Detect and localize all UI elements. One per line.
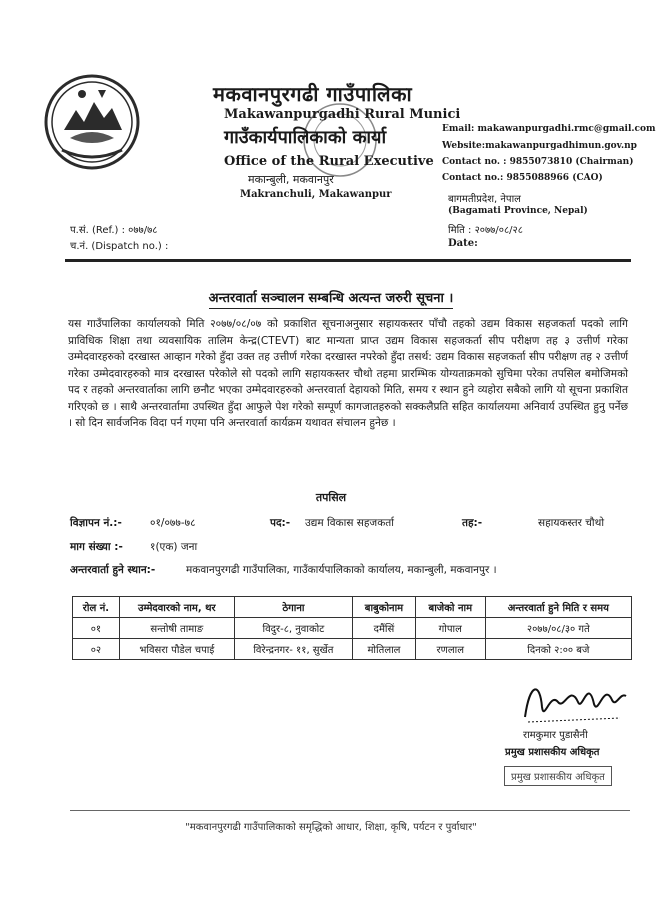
address-np: मकान्बुली, मकवानपुर: [248, 173, 334, 186]
nepal-emblem-icon: [42, 72, 142, 172]
footer-divider: [70, 810, 630, 811]
office-name-np: गाउँकार्यपालिकाको कार्या: [224, 127, 387, 148]
table-header-row: [73, 597, 632, 618]
email-text: Email: makawanpurgadhi.rmc@gmail.com: [442, 124, 656, 134]
office-title-np: मकवानपुरगढी गाउँपालिका: [213, 82, 413, 106]
notice-body: यस गाउँपालिका कार्यालयको मिति २०७७/०८/०७ को प्रकाशित सूचनाअनुसार सहायकस्तर पाँचौ तहको उद्यम विकास सहजकर्ता पदको लागि प्राविधिक शिक्षा तथा व्यवसायिक तालिम केन्द्र(CTEVT) बाट मान्यता प्राप्त उद्यम विकास सहजकर्ता सीप परीक्षण तह ३ उत्तीर्ण गरेका उम्मेदवारहरुको दरखास्त आव्हान गरेको हुँदा उक्त तह उत्तीर्ण गरेका दरखास्त नपरेको हुँदा तसर्थ: उद्यम विकास सहजकर्ता सीप परीक्षण तह २ उत्तीर्ण गरेका उम्मेदवारहरुको मात्र दरखास्त परेकोले सो पदको लागि सहायकस्तर चौथो तहमा प्रारम्भिक योग्यताक्रमको सुचिमा परेका तपसिल बमोजिमको पद र तहको अन्तरवार्ताका लागि छनौट भएका उम्मेदवारहरुको अन्तरवार्ता देहायको मिति, समय र स्थान हुने व्यहोरा सबैको लागि यो सूचना प्रकाशित गरिएको छ । साथै अन्तरवार्तामा उपस्थित हुँदा आफुले पेश गरेको सम्पूर्ण कागजातहरुको सक्कलैप्रति सहित कार्यालयमा अनिवार्य उपस्थित हुनु पर्नेछ । सो दिन सार्वजनिक विदा पर्न गएमा पनि अन्तरवार्ता कार्यक्रम यथावत संचालन हुनेछ ।: [68, 318, 628, 429]
cell-address: विदुर-८, नुवाकोट: [234, 618, 352, 639]
pad-value: उद्यम विकास सहजकर्ता: [305, 517, 394, 529]
cell-datetime: २०७७/०८/३० गते: [485, 618, 631, 639]
province-np: बागमतीप्रदेश, नेपाल: [448, 194, 521, 205]
col-father: बाबुकोनाम: [353, 597, 416, 618]
taha-label: तह:-: [462, 517, 483, 529]
footer-motto: "मकवानपुरगढी गाउँपालिकाको समृद्धिको आधार, शिक्षा, कृषि, पर्यटन र पुर्वाधार": [185, 822, 477, 833]
col-name: उम्मेदवारको नाम, थर: [119, 597, 234, 618]
cell-grandfather: रणलाल: [415, 639, 485, 660]
pad-label: पद:-: [270, 517, 291, 529]
address-en: Makranchuli, Makawanpur: [240, 189, 392, 200]
signature-icon: [520, 672, 630, 727]
vigyapan-label: विज्ञापन नं.:-: [70, 517, 122, 529]
header-divider: [65, 259, 631, 262]
maag-label: माग संख्या :-: [70, 541, 123, 553]
cell-name: सन्तोषी तामाङ: [119, 618, 234, 639]
website-text: Website:makawanpurgadhimun.gov.np: [442, 141, 637, 151]
cell-address: विरेन्द्रनगर- ११, सुर्खेत: [234, 639, 352, 660]
table-row: [73, 618, 632, 639]
cell-name: भविसरा पौडेल चपाई: [119, 639, 234, 660]
maag-value: १(एक) जना: [150, 541, 198, 553]
office-name-en: Office of the Rural Executive: [224, 154, 434, 169]
cell-roll: ०२: [73, 639, 120, 660]
cell-father: दमैंसिं: [353, 618, 416, 639]
dispatch-number: च.नं. (Dispatch no.) :: [70, 241, 169, 252]
vigyapan-value: ०१/०७७-७८: [150, 517, 196, 529]
office-title-en: Makawanpurgadhi Rural Munici: [224, 107, 461, 122]
sthan-label: अन्तरवार्ता हुने स्थान:-: [70, 564, 156, 576]
province-en: (Bagamati Province, Nepal): [448, 206, 588, 216]
notice-heading: अन्तरवार्ता सञ्चालन सम्बन्धि अत्यन्त जरुरी सूचना ।: [0, 288, 662, 306]
signatory-title: प्रमुख प्रशासकीय अधिकृत: [505, 747, 600, 758]
cell-grandfather: गोपाल: [415, 618, 485, 639]
candidate-table: [72, 596, 632, 660]
col-datetime: अन्तरवार्ता हुने मिति र समय: [485, 597, 631, 618]
taha-value: सहायकस्तर चौथो: [538, 517, 605, 529]
contact-chairman: Contact no. : 9855073810 (Chairman): [442, 157, 634, 167]
cell-roll: ०१: [73, 618, 120, 639]
col-address: ठेगाना: [234, 597, 352, 618]
date-np: मिति : २०७७/०८/२८: [448, 225, 523, 236]
designation-stamp: प्रमुख प्रशासकीय अधिकृत: [504, 766, 612, 786]
table-row: [73, 639, 632, 660]
cell-datetime: दिनको २:०० बजे: [485, 639, 631, 660]
signatory-name: रामकुमार पुडासैनी: [523, 730, 588, 741]
sthan-value: मकवानपुरगढी गाउँपालिका, गाउँकार्यपालिकाको कार्यालय, मकान्बुली, मकवानपुर ।: [186, 564, 497, 576]
col-roll: रोल नं.: [73, 597, 120, 618]
ref-number: प.सं. (Ref.) : ०७७/७८: [70, 225, 158, 236]
contact-cao: Contact no.: 9855088966 (CAO): [442, 173, 603, 183]
cell-father: मोतिलाल: [353, 639, 416, 660]
date-en: Date:: [448, 238, 478, 249]
tapsil-heading: तपसिल: [315, 491, 347, 504]
col-grandfather: बाजेको नाम: [415, 597, 485, 618]
